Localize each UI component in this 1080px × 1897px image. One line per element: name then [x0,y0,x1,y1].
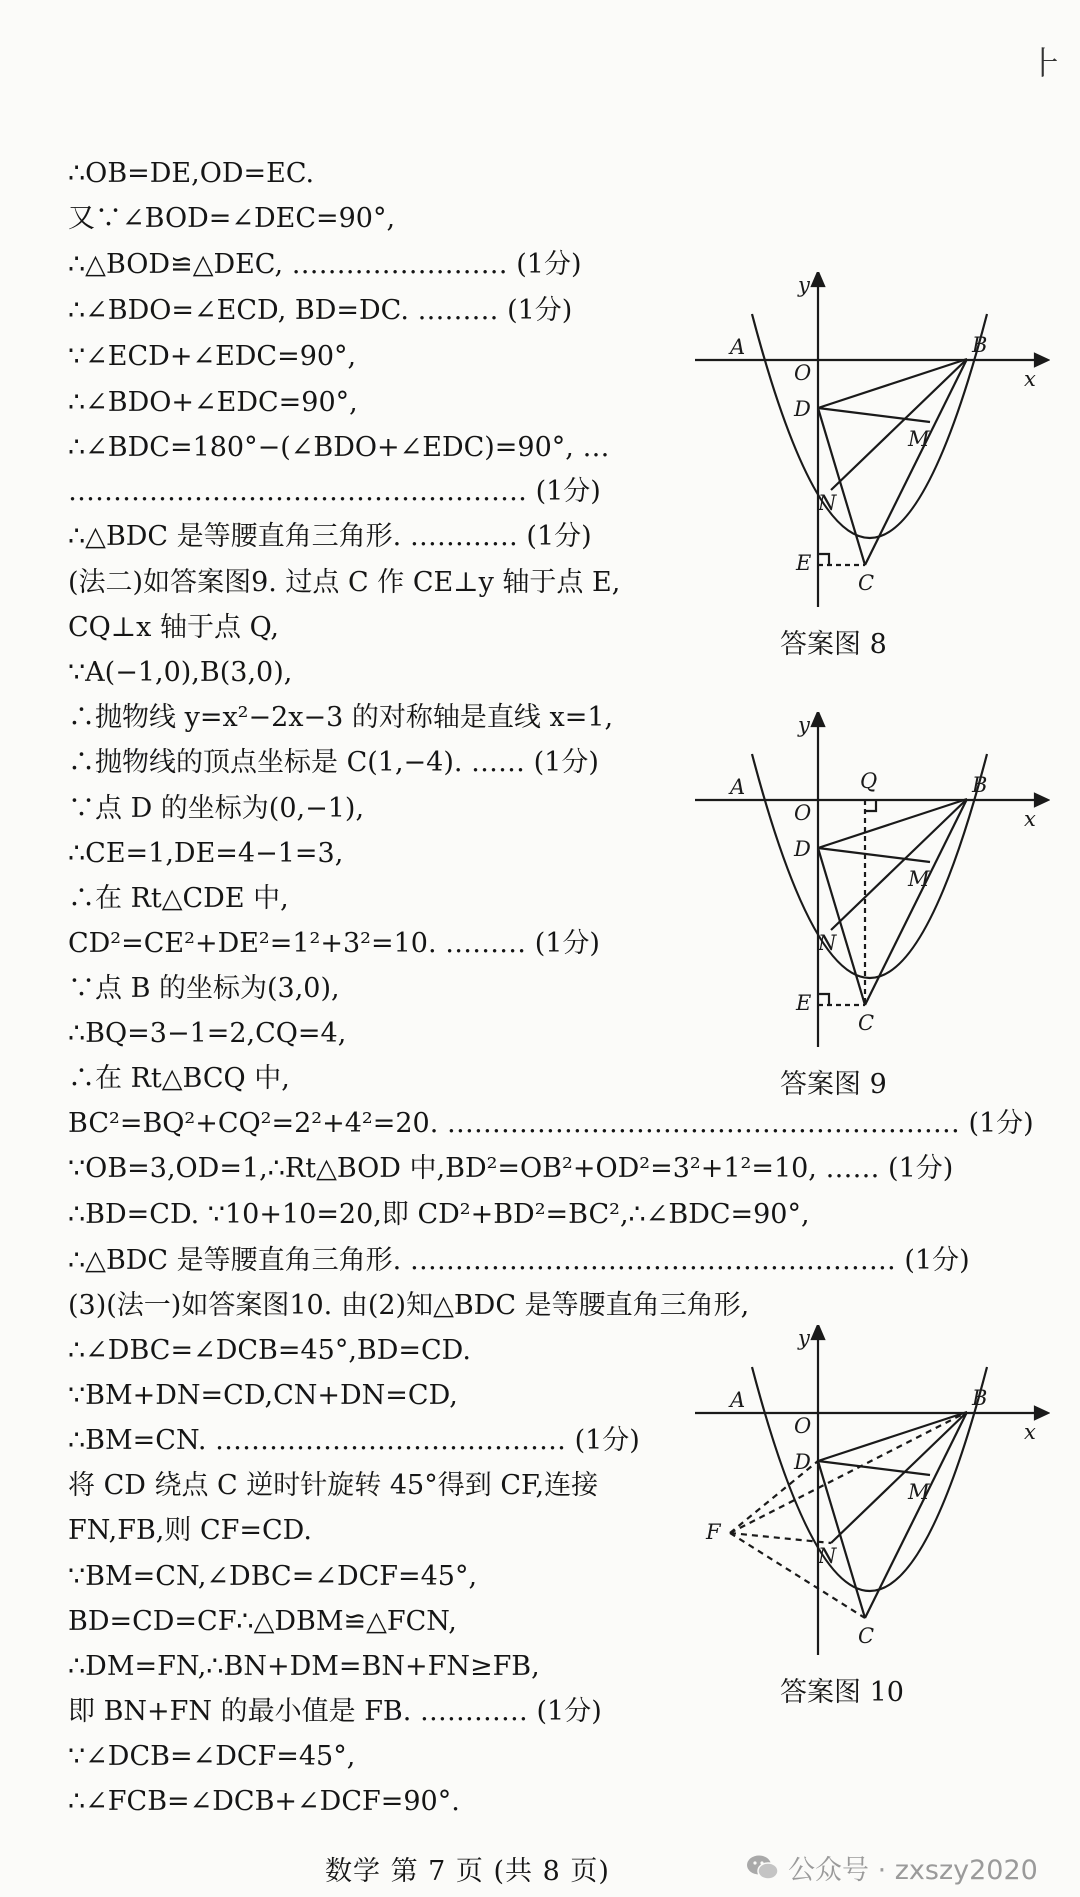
x-axis-arrow [1035,354,1048,366]
label-m: M [908,867,930,891]
segment-bc [865,799,967,1005]
label-m: M [908,1480,930,1504]
segment-fb [730,1412,967,1533]
segment-fn [730,1533,831,1543]
watermark [746,1848,1038,1887]
figure-8 [690,272,1050,607]
label-b: B [972,773,988,797]
segment-bc [865,1412,967,1618]
text-line: FN,FB,则 CF=CD. [68,1515,312,1546]
label-f: F [706,1520,721,1544]
segment-bc [865,359,967,565]
text-line: ∴在 Rt△BCQ 中, [68,1063,290,1094]
text-line: ∴BM=CN. ………………………………… (1分) [68,1425,640,1456]
figure-10-caption: 答案图 10 [780,1677,904,1708]
text-line: ∴CE=1,DE=4−1=3, [68,838,344,869]
segment-db [818,1412,967,1461]
text-line: ∵OB=3,OD=1,∴Rt△BOD 中,BD²=OB²+OD²=3²+1²=10, …… (1分) [68,1153,954,1184]
label-x: x [1024,807,1036,831]
text-line: …………………………………………… (1分) [68,476,601,507]
parabola [752,314,987,538]
text-line: (3)(法一)如答案图10. 由(2)知△BDC 是等腰直角三角形, [68,1290,750,1321]
label-x: x [1024,1420,1036,1444]
label-c: C [858,571,875,595]
label-d: D [794,1450,811,1474]
parabola [752,1367,987,1591]
segment-bn [831,799,967,930]
text-line: ∴∠FCB=∠DCB+∠DCF=90°. [68,1786,460,1817]
text-line: ∴抛物线的顶点坐标是 C(1,−4). …… (1分) [68,747,599,778]
label-n: N [818,931,837,955]
label-b: B [972,1386,988,1410]
label-d: D [794,397,811,421]
segment-dc [818,1461,865,1618]
text-line: ∵A(−1,0),B(3,0), [68,657,293,688]
text-line: ∴△BDC 是等腰直角三角形. ……………………………………………… (1分) [68,1245,970,1276]
label-q: Q [860,769,878,793]
figure-9-caption: 答案图 9 [780,1069,887,1100]
text-line: ∴BD=CD. ∵10+10=20,即 CD²+BD²=BC²,∴∠BDC=90°, [68,1199,810,1230]
text-line: ∴∠DBC=∠DCB=45°,BD=CD. [68,1335,471,1366]
text-line: ∵点 D 的坐标为(0,−1), [68,793,365,824]
x-axis-arrow [1035,794,1048,806]
text-line: ∴∠BDC=180°−(∠BDO+∠EDC)=90°, … [68,432,610,463]
label-b: B [972,333,988,357]
text-line: ∴∠BDO=∠ECD, BD=DC. ……… (1分) [68,295,573,326]
text-line: 即 BN+FN 的最小值是 FB. ………… (1分) [68,1696,602,1727]
label-x: x [1024,367,1036,391]
segment-db [818,799,967,848]
text-line: ∴△BDC 是等腰直角三角形. ………… (1分) [68,521,592,552]
segment-dc [818,848,865,1005]
text-line: 将 CD 绕点 C 逆时针旋转 45°得到 CF,连接 [68,1470,599,1501]
text-line: BD=CD=CF∴△DBM≌△FCN, [68,1606,457,1637]
text-line: ∵点 B 的坐标为(3,0), [68,973,340,1004]
text-line: ∵∠ECD+∠EDC=90°, [68,341,357,372]
text-line: ∴DM=FN,∴BN+DM=BN+FN≥FB, [68,1651,540,1682]
segment-bn [831,359,967,490]
text-line: CQ⊥x 轴于点 Q, [68,612,279,643]
label-n: N [818,1544,837,1568]
text-line: ∵∠DCB=∠DCF=45°, [68,1741,356,1772]
figure-9 [690,712,1050,1047]
text-line: ∴抛物线 y=x²−2x−3 的对称轴是直线 x=1, [68,702,614,733]
label-a: A [730,775,746,799]
label-m: M [908,427,930,451]
text-line: ∴∠BDO+∠EDC=90°, [68,387,358,418]
text-line: ∴在 Rt△CDE 中, [68,883,289,914]
label-c: C [858,1624,875,1648]
label-a: A [730,335,746,359]
segment-dc [818,408,865,565]
text-line: CD²=CE²+DE²=1²+3²=10. ……… (1分) [68,928,600,959]
text-line: BC²=BQ²+CQ²=2²+4²=20. ………………………………………………… (1分) [68,1108,1034,1139]
label-y: y [798,1326,810,1350]
text-line: ∴△BOD≌△DEC, …………………… (1分) [68,249,582,280]
label-e: E [796,991,812,1015]
segment-db [818,359,967,408]
figure-10 [690,1325,1050,1655]
text-line: 又∵∠BOD=∠DEC=90°, [68,203,396,234]
text-line: (法二)如答案图9. 过点 C 作 CE⊥y 轴于点 E, [68,567,621,598]
figure-8-caption: 答案图 8 [780,629,887,660]
segment-bn [831,1412,967,1543]
segment-fc [730,1533,865,1618]
y-axis-arrow [812,712,824,726]
x-axis-arrow [1035,1407,1048,1419]
right-angle-mark-e [818,994,829,1005]
y-axis-arrow [812,272,824,286]
right-angle-mark-q [865,800,876,811]
label-o: O [794,361,812,385]
label-o: O [794,801,812,825]
corner-mark: ⺊ [1030,44,1063,82]
label-n: N [818,491,837,515]
label-o: O [794,1414,812,1438]
label-d: D [794,837,811,861]
label-c: C [858,1011,875,1035]
label-y: y [798,713,810,737]
right-angle-mark [818,554,829,565]
label-a: A [730,1388,746,1412]
label-y: y [798,273,810,297]
watermark-text: 公众号 · zxszy2020 [788,1855,1038,1886]
page-footer: 数学 第 7 页 (共 8 页) [325,1856,610,1887]
text-line: ∵BM+DN=CD,CN+DN=CD, [68,1380,458,1411]
wechat-icon [746,1854,780,1882]
text-line: ∵BM=CN,∠DBC=∠DCF=45°, [68,1561,478,1592]
label-e: E [796,551,812,575]
text-line: ∴OB=DE,OD=EC. [68,158,315,189]
text-line: ∴BQ=3−1=2,CQ=4, [68,1018,347,1049]
y-axis-arrow [812,1325,824,1339]
